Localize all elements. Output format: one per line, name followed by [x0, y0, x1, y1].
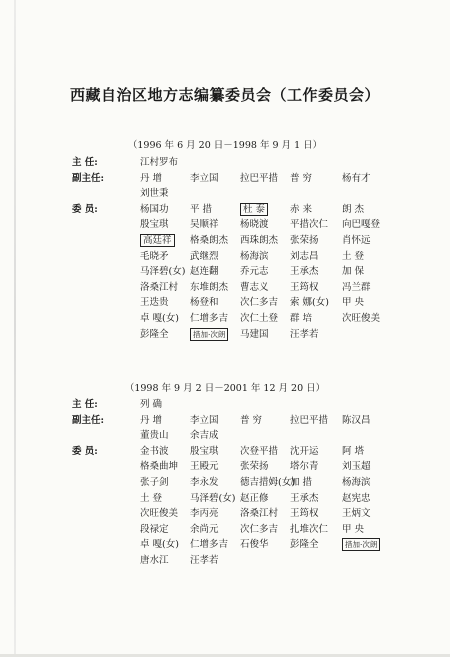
member-name: 杨登和 [190, 297, 219, 309]
member-name: 东堆朗杰 [190, 281, 229, 293]
member-name: 杜 泰 [240, 203, 268, 216]
member-name: 肖怀远 [342, 235, 371, 246]
member-name: 马建国 [240, 328, 269, 340]
member-name: 拉巴平措 [240, 172, 279, 184]
member-name: 李立国 [190, 172, 219, 184]
role-label: 委 员: [72, 203, 98, 215]
member-name: 杨有才 [342, 172, 371, 184]
member-name: 王承杰 [290, 492, 319, 504]
member-name: 加 保 [342, 266, 365, 278]
member-name: 洛桑江村 [240, 508, 279, 520]
member-name: 洛桑江村 [140, 281, 179, 293]
member-name: 塔尔青 [290, 461, 319, 473]
role-label: 主 任: [72, 157, 98, 168]
member-name: 马泽碧(女) [190, 492, 236, 504]
member-name: 丹 增 [140, 172, 163, 184]
member-name: 丹 增 [140, 414, 163, 426]
member-name: 次仁土登 [240, 313, 279, 324]
member-name: 次仁多吉 [240, 297, 279, 309]
member-name: 加 措 [290, 477, 313, 488]
role-label: 副主任: [72, 172, 105, 184]
member-name: 武继烈 [190, 250, 219, 262]
member-name: 赤 来 [290, 203, 313, 215]
member-name: 格桑朗杰 [190, 235, 229, 246]
member-name: 群 培 [290, 313, 313, 324]
member-name: 次旺俊美 [140, 508, 179, 520]
member-name: 毛晓矛 [140, 250, 169, 262]
member-name: 次旺俊美 [342, 313, 381, 324]
member-name: 赵连翻 [190, 266, 219, 278]
member-name: 甲 央 [342, 297, 365, 309]
member-name: 仁增多吉 [190, 313, 229, 324]
member-name: 唐水江 [140, 555, 169, 566]
member-name: 汪孝若 [290, 328, 319, 340]
member-name: 向巴嘎登 [342, 219, 381, 231]
member-name: 王筠权 [290, 281, 319, 293]
member-name: 余吉成 [190, 430, 219, 442]
member-name: 彭隆全 [140, 328, 169, 340]
member-name: 张子剑 [140, 477, 169, 488]
member-name: 殷宝琪 [190, 445, 219, 457]
member-name: 吴顺祥 [190, 219, 219, 231]
member-name: 卓 嘎(女) [140, 539, 179, 551]
member-name: 段禄定 [140, 523, 169, 535]
member-name: 朗 杰 [342, 203, 365, 215]
member-name: 王炳文 [342, 508, 371, 520]
member-name: 沈开运 [290, 445, 319, 457]
member-name: 张荣扬 [240, 461, 269, 473]
member-name: 石俊华 [240, 539, 269, 551]
member-name: 卓 嘎(女) [140, 313, 179, 324]
member-name: 格桑曲坤 [140, 461, 179, 473]
member-name: 张荣扬 [290, 235, 319, 246]
document-title: 西藏自治区地方志编纂委员会（工作委员会） [69, 86, 380, 104]
member-name: 土 登 [342, 250, 365, 262]
member-name: 金书波 [140, 445, 169, 457]
member-name: 平措次仁 [290, 219, 329, 231]
member-name: 平 措 [190, 203, 213, 215]
role-label: 委 员: [72, 445, 98, 457]
member-name: 李永发 [190, 477, 219, 488]
member-name: 王殿元 [190, 461, 219, 473]
role-label: 主 任: [72, 399, 98, 410]
member-name: 刘世秉 [140, 188, 169, 200]
member-name: 马泽碧(女) [140, 266, 186, 278]
member-name: 王迭贵 [140, 297, 169, 309]
member-name: 索 娜(女) [290, 297, 329, 309]
member-name: 扎堆次仁 [290, 523, 329, 535]
member-name: 彭隆全 [290, 539, 319, 551]
member-name: 陈汉昌 [342, 414, 371, 426]
member-name: 汪孝若 [190, 555, 219, 566]
role-label: 副主任: [72, 414, 105, 426]
member-name: 冯兰群 [342, 281, 371, 293]
member-name: 拉巴平措 [290, 414, 329, 426]
member-name: 列 确 [140, 399, 163, 410]
member-name: 次仁多吉 [240, 523, 279, 535]
member-name: 王承杰 [290, 266, 319, 278]
member-name: 殷宝琪 [140, 219, 169, 231]
member-name: 杨海滨 [240, 250, 269, 262]
member-name: 赵宪忠 [342, 492, 371, 504]
member-name: 刘志昌 [290, 250, 319, 262]
member-name: 乔元志 [240, 266, 269, 278]
member-name: 李丙亮 [190, 508, 219, 520]
member-name: 李立国 [190, 414, 219, 426]
period-range: （1996 年 6 月 20 日－1998 年 9 月 1 日） [127, 140, 323, 151]
member-name: 土 登 [140, 492, 163, 504]
member-name: 刘玉超 [342, 461, 371, 473]
member-name: 阿 塔 [342, 445, 365, 457]
member-name: 甲 央 [342, 523, 365, 535]
member-name: 余尚元 [190, 523, 219, 535]
member-name: 西珠朗杰 [240, 235, 279, 246]
member-name: 杨国功 [140, 203, 169, 215]
member-name: 措加·次朗 [342, 538, 380, 551]
member-name: 措加·次朗 [190, 328, 228, 341]
member-name: 仁增多吉 [190, 539, 229, 551]
member-name: 普 穷 [290, 172, 313, 184]
member-name: 杨海滨 [342, 477, 371, 488]
member-name: 普 穷 [240, 414, 263, 426]
member-name: 江村罗布 [140, 157, 179, 168]
member-name: 董贵山 [140, 430, 169, 442]
member-name: 德吉措姆(女) [240, 477, 295, 488]
member-name: 曹志义 [240, 281, 269, 293]
member-name: 高廷祥 [140, 234, 175, 247]
period-range: （1998 年 9 月 2 日－2001 年 12 月 20 日） [124, 383, 326, 394]
member-name: 杨晓渡 [240, 219, 269, 231]
member-name: 赵正修 [240, 492, 269, 504]
member-name: 王筠权 [290, 508, 319, 520]
member-name: 次登平措 [240, 445, 279, 457]
